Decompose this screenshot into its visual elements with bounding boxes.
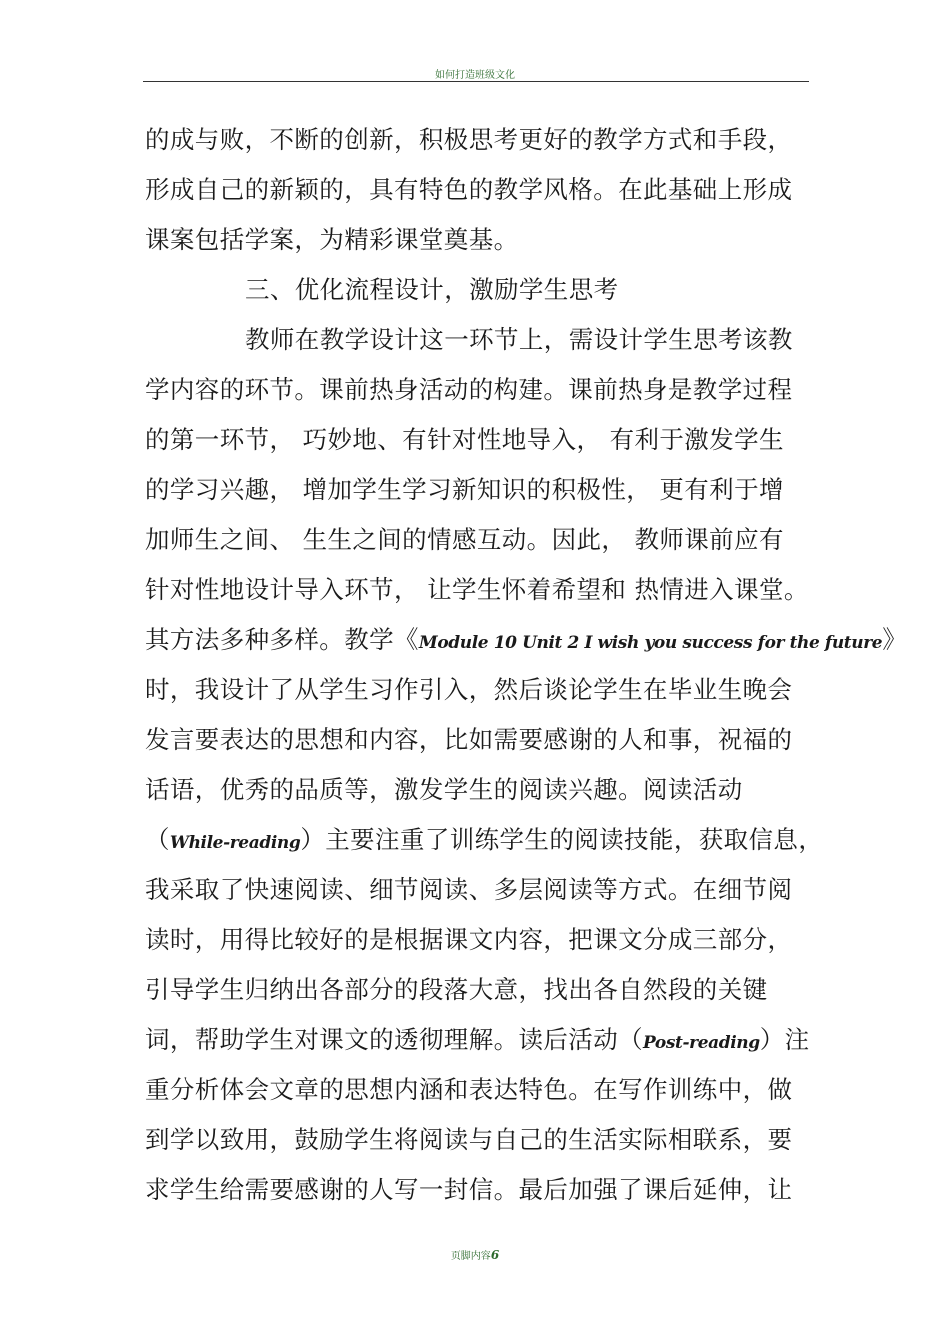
body-line: 的成与败，不断的创新，积极思考更好的教学方式和手段， xyxy=(145,125,793,154)
footer-label: 页脚内容 xyxy=(450,1251,491,1262)
body-line: 读时，用得比较好的是根据课文内容，把课文分成三部分， xyxy=(145,925,793,954)
body-line: 加师生之间、 生生之间的情感互动。因此， 教师课前应有 xyxy=(145,525,784,554)
english-title-text: Module 10 Unit 2 I wish you success for the future xyxy=(418,633,883,653)
header-divider xyxy=(143,81,809,82)
body-text-segment: ）注 xyxy=(759,1025,810,1054)
document-body xyxy=(145,122,908,1222)
body-line: 重分析体会文章的思想内涵和表达特色。在写作训练中，做 xyxy=(145,1075,793,1104)
body-line: 形成自己的新颖的，具有特色的教学风格。在此基础上形成 xyxy=(145,175,793,204)
body-line: 学内容的环节。课前热身活动的构建。课前热身是教学过程 xyxy=(145,375,793,404)
body-line xyxy=(145,622,908,672)
body-line xyxy=(145,822,825,872)
page-header-title: 如何打造班级文化 xyxy=(435,70,515,81)
body-text-segment: （ xyxy=(145,825,170,854)
english-term-text: Post-reading xyxy=(643,1033,760,1053)
body-text-segment: ）主要注重了训练学生的阅读技能，获取信息， xyxy=(300,825,824,854)
body-line: 发言要表达的思想和内容，比如需要感谢的人和事，祝福的 xyxy=(145,725,793,754)
body-line: 我采取了快速阅读、细节阅读、多层阅读等方式。在细节阅 xyxy=(145,875,793,904)
page-footer xyxy=(0,1247,950,1262)
page-number: 6 xyxy=(490,1248,500,1262)
body-text-segment: 词，帮助学生对课文的透彻理解。读后活动（ xyxy=(145,1025,643,1054)
body-text-segment: 》 xyxy=(882,625,908,654)
section-heading: 三、优化流程设计，激励学生思考 xyxy=(245,275,619,304)
body-line: 针对性地设计导入环节， 让学生怀着希望和 热情进入课堂。 xyxy=(145,575,809,604)
body-line: 话语，优秀的品质等，激发学生的阅读兴趣。阅读活动 xyxy=(145,775,743,804)
body-line: 到学以致用，鼓励学生将阅读与自己的生活实际相联系，要 xyxy=(145,1125,793,1154)
body-text-segment: 其方法多种多样。教学《 xyxy=(145,625,419,654)
body-line xyxy=(145,1022,825,1072)
body-line: 教师在教学设计这一环节上，需设计学生思考该教 xyxy=(245,325,793,354)
body-line: 时，我设计了从学生习作引入，然后谈论学生在毕业生晚会 xyxy=(145,675,793,704)
body-line: 引导学生归纳出各部分的段落大意，找出各自然段的关键 xyxy=(145,975,768,1004)
body-line: 课案包括学案，为精彩课堂奠基。 xyxy=(145,225,519,254)
english-term-text: While-reading xyxy=(169,833,301,853)
body-line: 的第一环节， 巧妙地、有针对性地导入， 有利于激发学生 xyxy=(145,425,784,454)
body-line: 求学生给需要感谢的人写一封信。最后加强了课后延伸，让 xyxy=(145,1175,793,1204)
body-line: 的学习兴趣， 增加学生学习新知识的积极性， 更有利于增 xyxy=(145,475,784,504)
